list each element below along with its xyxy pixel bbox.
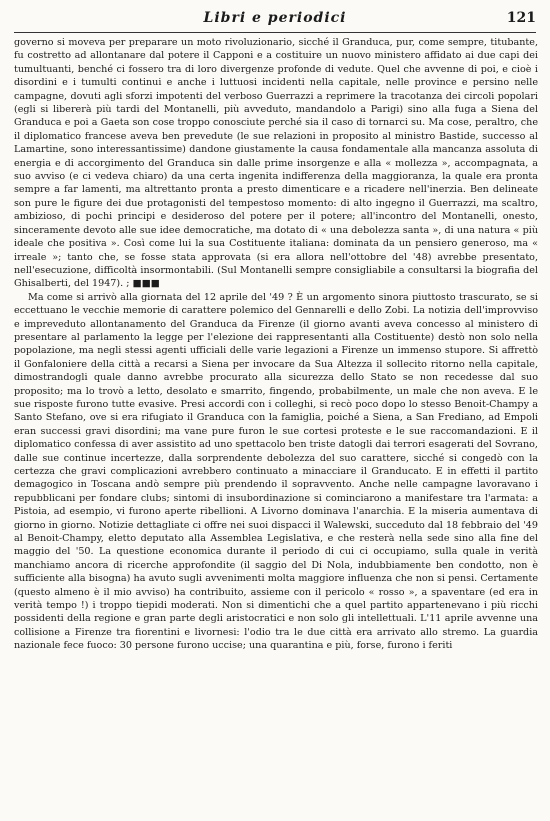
page-number: 121: [506, 10, 536, 26]
paragraph: governo si moveva per preparare un moto rivoluzionario, sicché il Granduca, pur, come sempre, titubante, fu costretto ad allontanare dal potere il Capponi e a costituire un nuovo ministero affidato ai due capi dei tumultuanti, benché ci fossero tra di loro divergenze profonde di vedute. Quel che avvenne di poi, e cioè i disordini e i tumulti continui e anche i luttuosi incidenti nella capitale, nelle province e persino nelle campagne, dovuti agli sforzi impotenti del verboso Guerrazzi a reprimere la tracotanza dei circoli popolari (egli si libererà più tardi del Montanelli, più avveduto, mandandolo a Parigi) sino alla fuga a Siena del Granduca e poi a Gaeta son cose troppo conosciute perché sia il caso di tornarci su. Ma cose, peraltro, che il diplomatico francese aveva ben prevedute (le sue relazioni in proposito al ministro Bastide, successo al Lamartine, sono interessantissime) dandone giustamente la causa fondamentale alla mancanza assoluta di energia e di accorgimento del Granduca sin dalle prime insorgenze e alla « mollezza », accompagnata, a suo avviso (e ci vedeva chiaro) da una certa ingenita indifferenza della maggioranza, la quale era pronta sempre a far lamenti, ma altrettanto pronta a presto dimenticare e a ricadere nell'inerzia. Ben delineate son pure le figure dei due protagonisti del tempestoso momento: di alto ingegno il Guerrazzi, ma scaltro, ambizioso, di pochi principi e desideroso del potere per il potere; all'incontro del Montanelli, onesto, sinceramente devoto alle sue idee democratiche, ma dotato di « una debolezza santa », di una natura « più ideale che positiva ». Così come lui la sua Costituente italiana: dominata da un pensiero generoso, ma « irreale »; tanto che, se fosse stata approvata (si era allora nell'ottobre del '48) avrebbe presentato, nell'esecuzione, difficoltà insormontabili. (Sul Montanelli sempre consigliabile a consultarsi la biografia del Ghisalberti, del 1947). ; ■■■: [14, 37, 538, 290]
running-title: Libri e periodici: [203, 10, 347, 26]
running-header: [14, 10, 536, 33]
body-text: [14, 36, 538, 813]
paragraph: Ma come si arrivò alla giornata del 12 aprile del '49 ? È un argomento sinora piuttosto trascurato, se si eccettuano le vecchie memorie di carattere polemico del Gennarelli e dello Zobi. La notizia dell'improvviso e impreveduto allontanamento del Granduca da Firenze (il giorno avanti aveva concesso al ministero di presentare al parlamento la legge per l'elezione dei rappresentanti alla Costituente) destò non solo nella popolazione, ma negli stessi agenti ufficiali delle varie legazioni a Firenze un immenso stupore. Si affrettò il Gonfaloniere della città a recarsi a Siena per invocare da Sua Altezza il sollecito ritorno nella capitale, dimostrandogli quale danno avrebbe procurato alla sicurezza dello Stato se non recedesse dal suo proposito; ma lo trovò a letto, desolato e smarrito, fingendo, probabilmente, un male che non aveva. E le sue risposte furono tutte evasive. Presi accordi con i colleghi, si recò poco dopo lo stesso Benoit-Champy a Santo Stefano, ove si era rifugiato il Granduca con la famiglia, poiché a Siena, a San Frediano, ad Empoli eran successi gravi disordini; ma vane pure furon le sue cortesi proteste e le sue raccomandazioni. E il diplomatico confessa di aver assistito ad uno spettacolo ben triste datogli dai terrori esagerati del Sovrano, dalle sue continue incertezze, dalla sorprendente debolezza del suo carattere, sicché si congedò con la certezza che gravi complicazioni avrebbero continuato a minacciare il Granducato. E in effetti il partito demagogico in Toscana andò sempre più prendendo il sopravvento. Anche nelle campagne lavoravano i repubblicani per fondare clubs; sintomi di insubordinazione si cominciarono a manifestare tra l'armata: a Pistoia, ad esempio, vi furono aperte ribellioni. A Livorno dominava l'anarchia. E la miseria aumentava di giorno in giorno. Notizie dettagliate ci offre nei suoi dispacci il Walewski, succeduto dal 18 febbraio del '49 al Benoit-Champy, eletto deputato alla Assemblea Legislativa, e che resterà nella sede sino alla fine del maggio del '50. La questione economica durante il periodo di cui ci occupiamo, sulla quale in verità manchiamo ancora di ricerche approfondite (il saggio del Di Nola, indubbiamente ben condotto, non è sufficiente alla bisogna) ha avuto sugli avvenimenti molta maggiore influenza che non si pensi. Certamente (questo almeno è il mio avviso) ha contribuito, assieme con il pericolo « rosso », a spaventare (ed era in verità tempo !) i troppo tiepidi moderati. Non si dimentichi che a quel partito appartenevano i più ricchi possidenti della regione e gran parte degli aristocratici e non solo gli intellettuali. L'11 aprile avvenne una collisione a Firenze tra fiorentini e livornesi: l'odio tra le due città era arrivato allo stremo. La guardia nazionale fece fuoco: 30 persone furono uccise; una quarantina e più, forse, furono i feriti: [14, 291, 538, 652]
